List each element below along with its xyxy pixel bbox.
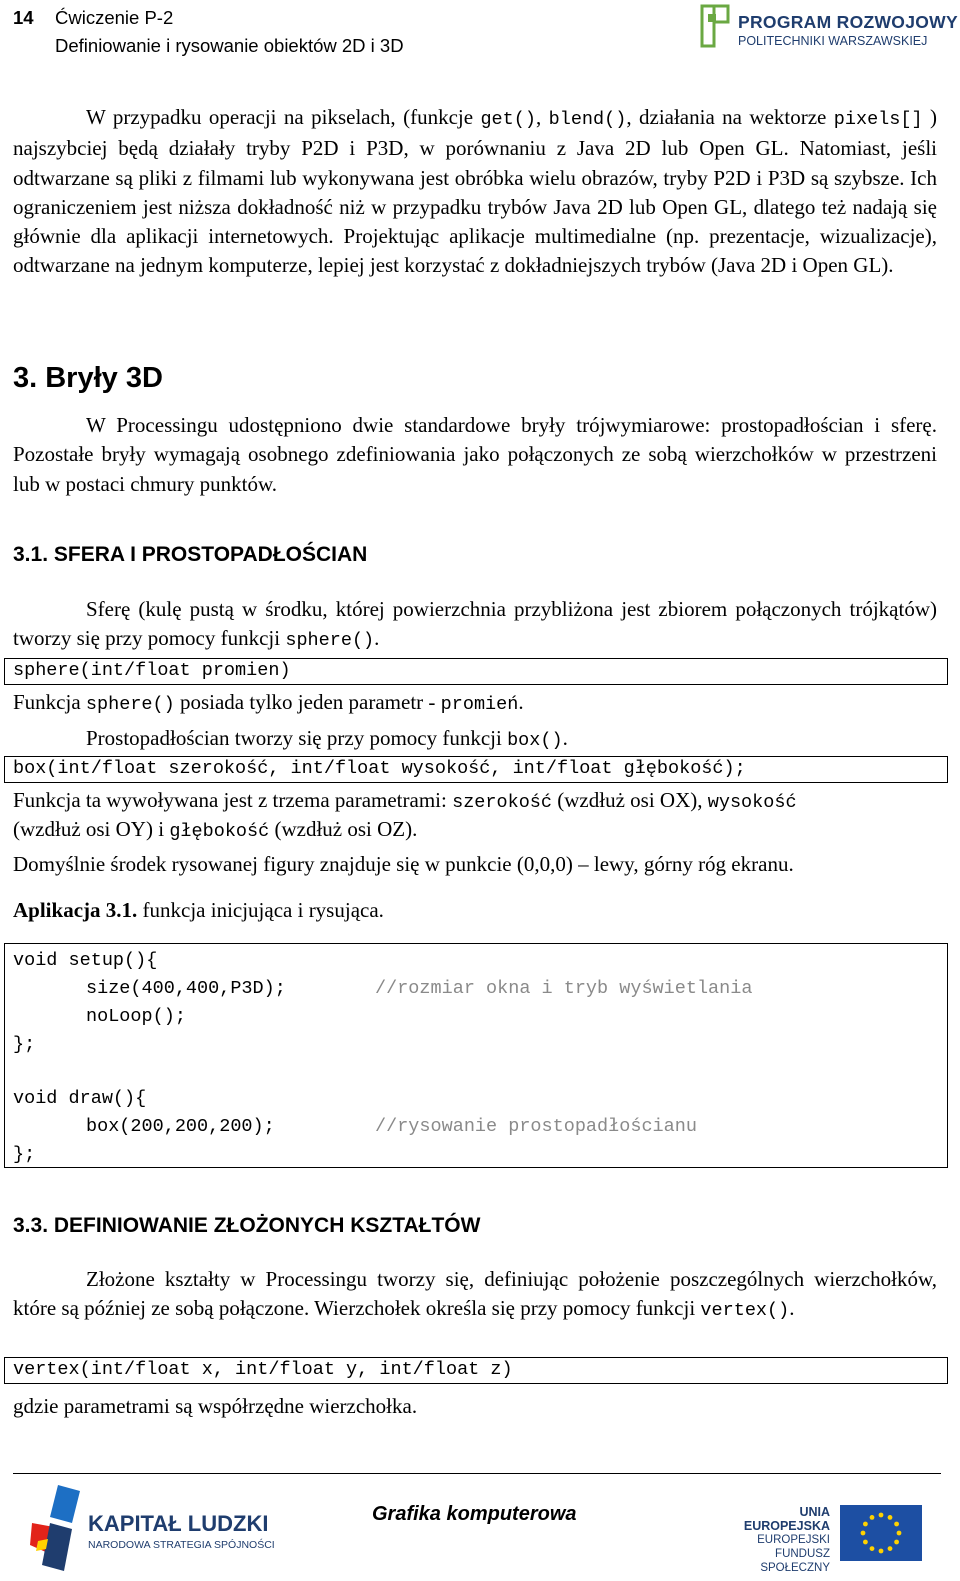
default-center-note: Domyślnie środek rysowanej figury znajduje się w punkcie (0,0,0) – lewy, górny róg ekranu. [13, 852, 794, 876]
box-signature: box(int/float szerokość, int/float wysokość, int/float głębokość); [13, 758, 746, 779]
eu-star [879, 1549, 884, 1554]
page-number: 14 [13, 7, 34, 28]
vertex-signature: vertex(int/float x, int/float y, int/float z) [13, 1359, 513, 1380]
eu-star [894, 1540, 899, 1545]
code-wysokosc: wysokość [707, 792, 797, 813]
sphere-signature: sphere(int/float promien) [13, 660, 291, 681]
code-line-6: box(200,200,200); [86, 1116, 275, 1137]
kapital-ludzki-subtitle: NARODOWA STRATEGIA SPÓJNOŚCI [88, 1539, 275, 1551]
code-blend: blend() [548, 109, 627, 130]
code-promien: promień [440, 694, 519, 715]
section-3-paragraph: W Processingu udostępniono dwie standardowe bryły trójwymiarowe: prostopadłościan i sferę. Pozostałe bryły wymagają osobnego zdefiniowania jako połączonych ze sobą wierzchołków w przestrzeni lub w postaci chmury punktów. [13, 413, 937, 496]
code-line-4: }; [13, 1034, 36, 1055]
sphere-paragraph: Sferę (kulę pustą w środku, której powierzchnia przybliżona jest zbiorem połączonych trójkątów) tworzy się przy pomocy funkcji sphere(). [13, 597, 937, 652]
eu-line-2: EUROPEJSKI [757, 1534, 830, 1546]
box-description-line-2: (wzdłuż osi OY) i głębokość (wzdłuż osi OZ). [13, 817, 418, 842]
eu-star [897, 1531, 902, 1536]
code-sphere: sphere() [285, 630, 375, 652]
sphere-description: Funkcja sphere() posiada tylko jeden parametr - promień. [13, 690, 524, 715]
application-label: Aplikacja 3.1. [13, 898, 138, 922]
section-3-3-heading: 3.3. DEFINIOWANIE ZŁOŻONYCH KSZTAŁTÓW [13, 1214, 481, 1237]
footer-course-title: Grafika komputerowa [372, 1503, 577, 1525]
eu-star [870, 1546, 875, 1551]
chapter-subtitle: Definiowanie i rysowanie obiektów 2D i 3D [55, 35, 404, 56]
vertex-paragraph: Złożone kształty w Processingu tworzy się, definiując położenie poszczególnych wierzchołków, które są później ze sobą połączone. Wierzchołek określa się przy pomocy funkcji vertex(). [13, 1267, 937, 1322]
code-comment-2: //rysowanie prostopadłościanu [375, 1116, 697, 1137]
eu-star [888, 1515, 893, 1520]
kapital-ludzki-logo [28, 1483, 275, 1573]
eu-star [863, 1540, 868, 1545]
code-szerokosc: szerokość [452, 792, 553, 813]
eu-flag-icon [840, 1505, 922, 1561]
code-line-7: }; [13, 1144, 36, 1165]
box-description-line-1: Funkcja ta wywoływana jest z trzema parametrami: szerokość (wzdłuż osi OX), wysokość [13, 788, 797, 813]
box-intro: Prostopadłościan tworzy się przy pomocy funkcji box(). [86, 726, 568, 751]
box-signature-box [4, 756, 948, 783]
exercise-title: Ćwiczenie P-2 [55, 7, 174, 28]
eu-line-3: FUNDUSZ SPOŁECZNY [760, 1548, 830, 1574]
code-pixels: pixels[] [833, 109, 923, 130]
footer-divider [13, 1473, 941, 1474]
running-header [13, 4, 404, 60]
section-3-1-heading: 3.1. SFERA I PROSTOPADŁOŚCIAN [13, 543, 368, 566]
vertex-params-note: gdzie parametrami są współrzędne wierzchołka. [13, 1394, 418, 1418]
eu-star [870, 1515, 875, 1520]
eu-star [894, 1522, 899, 1527]
code-line-2: size(400,400,P3D); [86, 978, 286, 999]
logo-line-1: PROGRAM ROZWOJOWY [738, 12, 958, 32]
code-glebokosc: głębokość [169, 821, 270, 842]
eu-star [879, 1513, 884, 1518]
code-line-3: noLoop(); [86, 1006, 186, 1027]
logo-line-2: POLITECHNIKI WARSZAWSKIEJ [738, 34, 928, 48]
eu-star [888, 1546, 893, 1551]
code-line-1: void setup(){ [13, 950, 158, 971]
eu-text [716, 1505, 830, 1575]
section-3-heading: 3. Bryły 3D [13, 362, 163, 394]
eu-line-1: UNIA EUROPEJSKA [743, 1505, 830, 1533]
code-listing [4, 943, 948, 1168]
code-vertex: vertex() [700, 1300, 790, 1322]
code-comment-1: //rozmiar okna i tryb wyświetlania [375, 978, 753, 999]
application-caption: Aplikacja 3.1. funkcja inicjująca i rysująca. [13, 898, 384, 922]
sphere-signature-box [4, 658, 948, 685]
kapital-ludzki-mark-icon [28, 1483, 86, 1573]
code-line-5: void draw(){ [13, 1088, 147, 1109]
kapital-ludzki-title: KAPITAŁ LUDZKI [88, 1511, 269, 1536]
code-box: box() [507, 730, 563, 751]
code-get: get() [480, 109, 536, 130]
program-rozwojowy-logo [700, 4, 958, 52]
intro-paragraph: W przypadku operacji na pikselach, (funkcje get(), blend(), działania na wektorze pixels[] ) najszybciej będą działały tryby P2D i P3D, w porównaniu z Java 2D lub Open GL. Natomiast, jeśli odtwarzane są pliki z filmami lub wykonywana jest obróbka wielu obrazów, tryby P2D i P3D są szybsze. Ich ograniczeniem jest niższa dokładność niż w przypadku trybów Java 2D lub Open GL, dlatego też nadają się głównie dla aplikacji internetowych. Projektując aplikacje multimedialne (np. prezentacje, wizualizacje), odtwarzane na jednym komputerze, lepiej jest korzystać z dokładniejszych trybów (Java 2D i Open GL). [13, 105, 937, 278]
vertex-signature-box [4, 1357, 948, 1384]
program-rozwojowy-mark-icon [700, 4, 732, 48]
eu-star [863, 1522, 868, 1527]
eu-star [861, 1531, 866, 1536]
code-sphere-2: sphere() [85, 694, 175, 715]
